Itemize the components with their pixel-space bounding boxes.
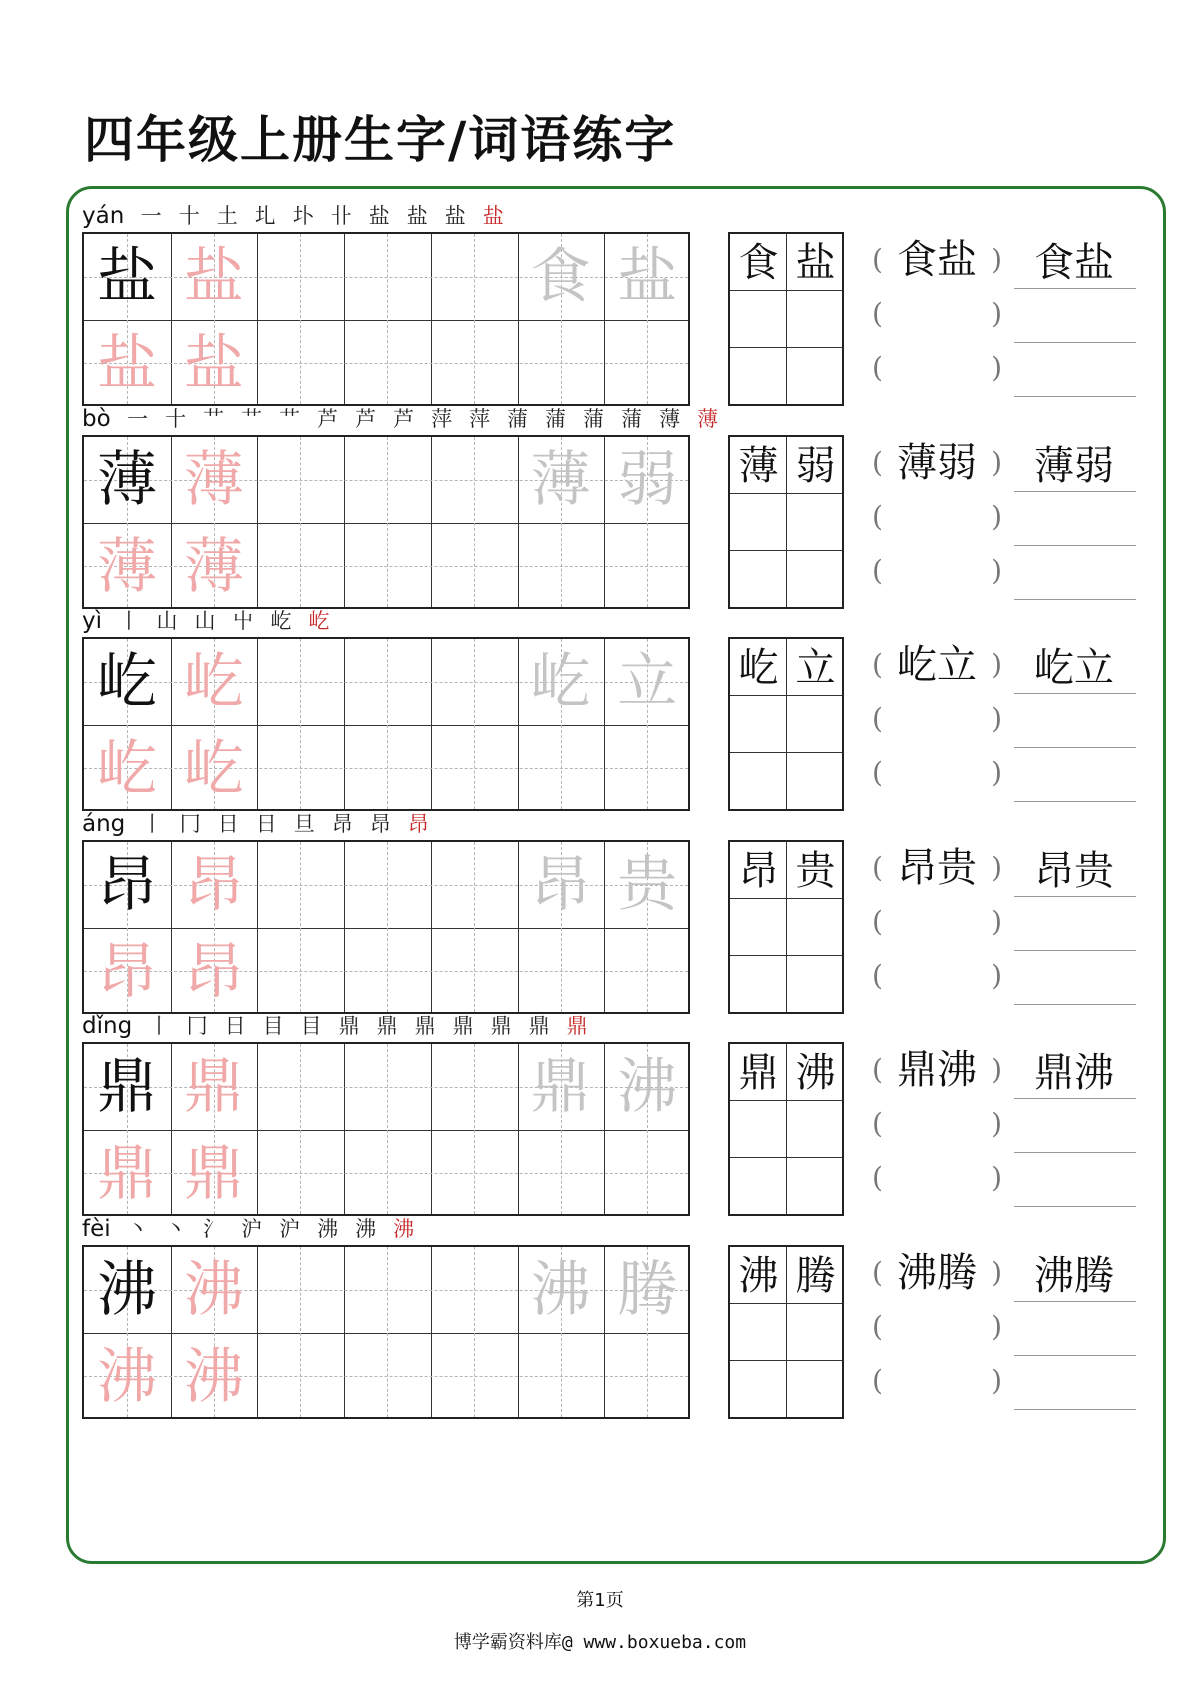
paren-left: ( [872,446,883,479]
stroke-step: 盐 [444,204,466,228]
paren-blank [872,348,1002,388]
model-character: 沸 [97,1255,157,1325]
paren-word: 昂贵 [897,845,977,891]
write-line [1014,693,1136,694]
write-line [1014,950,1136,951]
paren-left: ( [872,1364,883,1397]
paren-left: ( [872,1107,883,1140]
stroke-step: 沸 [355,1217,377,1241]
paren-right: ) [991,959,1002,992]
word-trace-char-2: 腾 [617,1255,678,1325]
word-trace-char-2: 立 [617,647,678,717]
word-box-char-2: 盐 [795,240,836,286]
stroke-step: 冂 [186,1014,208,1038]
stroke-order-row [82,804,437,838]
stroke-step: 丨 [148,1014,170,1038]
paren-blank [872,956,1002,996]
writing-grid [82,435,690,609]
word-trace-char-2: 弱 [617,445,678,515]
footer-source: 博学霸资料库@ www.boxueba.com [453,1632,747,1653]
stroke-step: 卝 [330,204,352,228]
write-line [1014,1301,1136,1302]
page-title: 四年级上册生字/词语练字 [84,110,677,169]
word-box [728,1245,844,1419]
stroke-step: 日 [217,812,239,836]
stroke-step: 沪 [241,1217,263,1241]
char-section [82,1209,1148,1421]
paren-blank [872,1104,1002,1144]
paren-word: 鼎沸 [897,1047,977,1093]
stroke-step: 昂 [369,812,391,836]
paren-word: 屹立 [897,642,977,688]
stroke-step: 蒲 [507,407,529,431]
paren-word: 沸腾 [897,1250,977,1296]
paren-right: ) [991,1161,1002,1194]
trace-character: 鼎 [183,1052,244,1122]
word-box-char-2: 腾 [795,1253,836,1299]
word-trace-char-1: 昂 [530,850,591,920]
underlined-word: 昂贵 [1034,848,1114,894]
write-line [1014,1409,1136,1410]
stroke-step: 蒲 [545,407,567,431]
stroke-step: 沸 [317,1217,339,1241]
stroke-step: 鼎 [490,1014,512,1038]
word-box-char-1: 昂 [738,848,779,894]
char-section [82,399,1148,611]
paren-word: 食盐 [897,237,977,283]
stroke-step: 鼎 [528,1014,550,1038]
paren-right: ) [991,1310,1002,1343]
stroke-step: 目 [300,1014,322,1038]
stroke-step: 日 [255,812,277,836]
stroke-step: 芦 [393,407,415,431]
char-section [82,601,1148,813]
trace-character: 盐 [183,329,244,399]
paren-left: ( [872,243,883,276]
trace-character: 盐 [183,242,244,312]
write-line [1014,1152,1136,1153]
stroke-step: 萍 [431,407,453,431]
paren-right: ) [991,351,1002,384]
paren-blank [872,294,1002,334]
stroke-step: 十 [178,204,200,228]
underlined-word: 鼎沸 [1034,1050,1114,1096]
trace-character: 薄 [97,532,157,602]
stroke-step: 昂 [407,812,429,836]
paren-right: ) [991,554,1002,587]
word-box-char-2: 弱 [795,443,836,489]
word-trace-char-1: 薄 [530,445,591,515]
trace-character: 鼎 [183,1139,244,1209]
underlined-word: 屹立 [1034,645,1114,691]
stroke-step: 一 [140,204,162,228]
write-line [1014,396,1136,397]
stroke-step: 鼎 [452,1014,474,1038]
stroke-step: 萍 [469,407,491,431]
paren-left: ( [872,756,883,789]
stroke-step: 鼎 [338,1014,360,1038]
stroke-step: 屮 [232,609,254,633]
write-line [1014,1355,1136,1356]
trace-character: 盐 [97,329,157,399]
stroke-step: 丶 [127,1217,149,1241]
write-line [1014,1206,1136,1207]
word-box [728,1042,844,1216]
paren-left: ( [872,702,883,735]
write-line [1014,545,1136,546]
trace-character: 昂 [183,850,244,920]
paren-left: ( [872,1053,883,1086]
paren-left: ( [872,1310,883,1343]
writing-grid [82,232,690,406]
word-box-char-1: 鼎 [738,1050,779,1096]
paren-left: ( [872,351,883,384]
paren-blank [872,699,1002,739]
stroke-step: 昂 [331,812,353,836]
trace-character: 昂 [97,937,157,1007]
stroke-step: 蒲 [583,407,605,431]
model-character: 屹 [97,647,157,717]
underlined-word: 沸腾 [1034,1253,1114,1299]
stroke-step: 山 [194,609,216,633]
trace-character: 屹 [183,647,244,717]
stroke-step: 目 [262,1014,284,1038]
stroke-step: 盐 [406,204,428,228]
page-number: 第1页 [576,1590,624,1611]
paren-blank [872,551,1002,591]
model-character: 盐 [97,242,157,312]
trace-character: 沸 [97,1342,157,1412]
write-line [1014,747,1136,748]
trace-character: 鼎 [97,1139,157,1209]
stroke-step: 芦 [355,407,377,431]
paren-right: ) [991,500,1002,533]
stroke-step: 丶 [165,1217,187,1241]
stroke-step: 氵 [203,1217,225,1241]
stroke-step: 鼎 [376,1014,398,1038]
paren-blank [872,1361,1002,1401]
pinyin: yì [82,608,103,634]
stroke-step: 薄 [697,407,719,431]
paren-right: ) [991,1053,1002,1086]
paren-right: ) [991,905,1002,938]
word-trace-char-2: 贵 [617,850,678,920]
word-box-char-1: 食 [738,240,779,286]
paren-right: ) [991,297,1002,330]
underlined-word: 食盐 [1034,240,1114,286]
word-box-char-1: 沸 [738,1253,779,1299]
word-trace-char-1: 鼎 [530,1052,591,1122]
paren-left: ( [872,297,883,330]
underlined-word: 薄弱 [1034,443,1114,489]
word-box [728,840,844,1014]
stroke-step: 圠 [254,204,276,228]
stroke-step: 圤 [292,204,314,228]
trace-character: 昂 [183,937,244,1007]
stroke-step: 芦 [317,407,339,431]
paren-right: ) [991,243,1002,276]
paren-left: ( [872,1256,883,1289]
stroke-step: 屹 [270,609,292,633]
stroke-step: 一 [127,407,149,431]
paren-right: ) [991,1364,1002,1397]
stroke-step: 丨 [141,812,163,836]
writing-grid [82,840,690,1014]
word-trace-char-1: 食 [530,242,591,312]
paren-left: ( [872,905,883,938]
paren-left: ( [872,648,883,681]
stroke-order-row [82,1209,423,1243]
word-box-char-1: 屹 [738,645,779,691]
pinyin: áng [82,811,126,837]
trace-character: 薄 [183,445,244,515]
paren-right: ) [991,1107,1002,1140]
write-line [1014,1098,1136,1099]
writing-grid [82,637,690,811]
word-box [728,435,844,609]
paren-left: ( [872,851,883,884]
stroke-step: 鼎 [414,1014,436,1038]
paren-left: ( [872,500,883,533]
stroke-step: 蒲 [621,407,643,431]
model-character: 鼎 [97,1052,157,1122]
model-character: 昂 [97,850,157,920]
trace-character: 沸 [183,1342,244,1412]
trace-character: 屹 [97,734,157,804]
stroke-order-row [82,601,338,635]
trace-character: 沸 [183,1255,244,1325]
paren-word: 薄弱 [897,440,977,486]
paren-left: ( [872,959,883,992]
stroke-step: 冂 [179,812,201,836]
pinyin: yán [82,203,125,229]
word-box-char-2: 沸 [795,1050,836,1096]
paren-blank [872,1158,1002,1198]
stroke-step: 山 [156,609,178,633]
stroke-step: 鼎 [566,1014,588,1038]
stroke-order-row [82,399,727,433]
paren-right: ) [991,851,1002,884]
word-box-char-2: 贵 [795,848,836,894]
write-line [1014,599,1136,600]
stroke-step: 旦 [293,812,315,836]
paren-right: ) [991,648,1002,681]
char-section [82,804,1148,1016]
stroke-step: 艹 [279,407,301,431]
char-section [82,196,1148,408]
paren-right: ) [991,756,1002,789]
write-line [1014,288,1136,289]
word-trace-char-2: 沸 [617,1052,678,1122]
word-trace-char-2: 盐 [617,242,678,312]
stroke-step: 屹 [308,609,330,633]
paren-right: ) [991,1256,1002,1289]
paren-right: ) [991,702,1002,735]
stroke-step: 艹 [241,407,263,431]
paren-right: ) [991,446,1002,479]
word-box [728,232,844,406]
stroke-step: 日 [224,1014,246,1038]
stroke-step: 沪 [279,1217,301,1241]
word-trace-char-1: 沸 [530,1255,591,1325]
paren-blank [872,497,1002,537]
paren-left: ( [872,554,883,587]
word-box-char-2: 立 [795,645,836,691]
stroke-step: 盐 [368,204,390,228]
stroke-step: 艹 [203,407,225,431]
trace-character: 薄 [183,532,244,602]
word-box-char-1: 薄 [738,443,779,489]
write-line [1014,801,1136,802]
pinyin: bò [82,406,111,432]
model-character: 薄 [97,445,157,515]
stroke-step: 丨 [118,609,140,633]
stroke-step: 土 [216,204,238,228]
stroke-order-row [82,196,512,230]
writing-grid [82,1245,690,1419]
paren-blank [872,902,1002,942]
writing-grid [82,1042,690,1216]
write-line [1014,491,1136,492]
word-box [728,637,844,811]
write-line [1014,342,1136,343]
write-line [1014,896,1136,897]
paren-blank [872,753,1002,793]
write-line [1014,1004,1136,1005]
trace-character: 屹 [183,734,244,804]
stroke-step: 十 [165,407,187,431]
pinyin: dǐng [82,1013,133,1039]
word-trace-char-1: 屹 [530,647,591,717]
paren-blank [872,1307,1002,1347]
stroke-step: 沸 [393,1217,415,1241]
pinyin: fèi [82,1216,111,1242]
stroke-step: 盐 [482,204,504,228]
stroke-step: 薄 [659,407,681,431]
stroke-order-row [82,1006,596,1040]
paren-left: ( [872,1161,883,1194]
char-section [82,1006,1148,1218]
